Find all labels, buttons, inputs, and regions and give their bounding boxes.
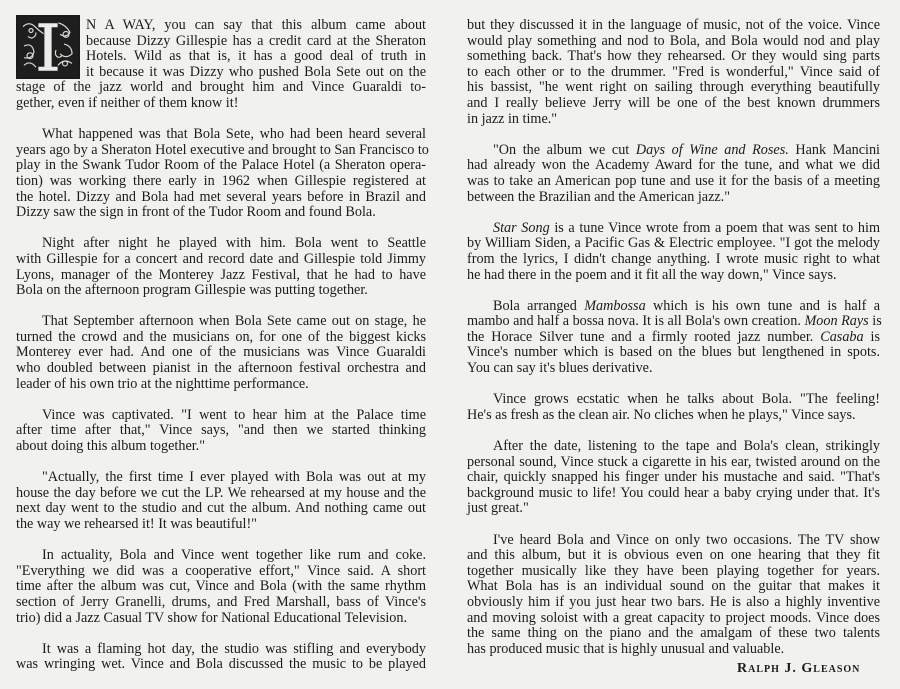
text-line: background music to life! You could hear a baby crying under that. It's [467,484,880,501]
text-segment: is [868,313,882,330]
text-line: had already won the Academy Award for the tune, and what we did [467,157,880,174]
text-line: What happened was that Bola Sete, who had been heard several [42,126,426,143]
text-line: N A WAY, you can say that this album came about [86,17,426,33]
right-column [467,18,880,673]
text-line [467,299,880,315]
text-line: in jazz in time." [467,110,558,127]
text-segment: the Horace Silver tune and a firmly rooted jazz number. [467,328,821,345]
text-line: trio) did a Jazz Casual TV show for National Educational Television. [16,609,408,626]
text-line: the hotel. Dizzy and Bola had met several years before in Brazil and [16,188,426,205]
paragraph [467,439,880,517]
text-line: house the day before we cut the LP. We rehearsed at my house and the [16,484,426,501]
text-line: who doubled between pianist in the afternoon festival orchestra and [16,360,426,377]
text-line: stage of the jazz world and brought him and Vince Guaraldi to- [16,79,426,96]
paragraph [16,642,426,673]
paragraph [467,221,880,283]
text-line: He's as fresh as the clean air. No cliches when he plays," Vince says. [467,406,856,423]
text-line: from the lyrics, I didn't change anything. I wrote music right to what [467,250,880,267]
text-line: You can say it's blues derivative. [467,360,653,377]
text-line: between the Brazilian and the American jazz." [467,188,731,205]
text-line: and I really believe Jerry will be one of the best known drummers [467,94,880,111]
text-segment: "On the album we cut [493,141,636,158]
text-line: his bassist, "he went right on sailing through everything beautifully [467,79,880,96]
author-signature: Ralph J. Gleason [737,661,861,676]
text-line: has produced music that is highly unusual and valuable. [467,640,785,657]
text-line: the same thing on the piano and the amalgam of these two talents [467,625,880,642]
paragraph [467,299,880,377]
paragraph [16,126,429,221]
song-title-italic: Days of Wine and Roses. [635,141,789,158]
text-line: was to take an American pop tune and use it for the basis of a meeting [467,172,880,189]
text-line: Monterey ever had. And one of the musicians was Vince Guaraldi [16,344,426,361]
paragraph [16,548,426,626]
text-segment: Bola arranged [493,297,585,314]
decorative-drop-cap-initial [16,15,80,79]
paragraph [16,470,426,532]
text-line: In actuality, Bola and Vince went together like rum and coke. [42,547,426,564]
text-line: Dizzy saw the sign in front of the Tudor Room and found Bola. [16,204,376,221]
text-line: was wringing wet. Vince and Bola discussed the music to be played [16,656,426,673]
text-line: Bola on the afternoon program Gillespie was putting together. [16,282,368,299]
song-title-italic: Casaba [820,328,864,345]
text-line: just great." [467,500,529,517]
text-line: turned the crowd and the musicians on, for one of the biggest kicks [16,328,426,345]
text-line: I've heard Bola and Vince on only two occasions. The TV show [493,531,880,548]
text-line: Lyons, manager of the Monterey Jazz Festival, that he had to have [16,266,426,283]
text-line: What Bola has is an individual sound on the guitar that makes it [467,578,880,595]
paragraph [467,143,880,205]
paragraph [467,18,880,127]
text-line: because Dizzy Gillespie has a credit card at the Sheraton [86,32,426,49]
text-line: section of Jerry Granelli, drums, and Fred Marshall, bass of Vince's [16,593,426,610]
song-title-italic: Mambossa [584,297,646,314]
text-line: gether, even if neither of them know it! [16,94,239,111]
text-line: to each other or to the drummer. "Fred is wonderful," Vince said of [467,63,880,80]
text-line: Vince's number which is based on the blues but lengthened in spots. [467,344,880,361]
text-line: after time after that," Vince says, "and then we started thinking [16,422,426,439]
paragraph [16,236,426,298]
text-line: After the date, listening to the tape and Bola's clean, strikingly [493,438,880,455]
text-line: next day went to the studio and cut the album. And nothing came out [16,500,426,517]
text-line: with Gillespie for a concert and record date and Gillespie told Jimmy [16,250,426,267]
song-title-italic: Star Song [493,219,550,236]
text-line: leader of his own trio at the nighttime performance. [16,375,309,392]
text-line: chair, quickly snapped his finger under his mustache and said. "That's [467,469,880,486]
text-line: about doing this album together." [16,438,206,455]
text-line: time after the album was cut, Vince and Bola (with the same rhythm [16,578,426,595]
text-line: and this album, but it is obvious even on one hearing that they fit [467,547,880,564]
text-segment: mambo and half a bossa nova. It is all Bola's own creation. [467,313,805,330]
text-segment: is a tune Vince wrote from a poem that was sent to him [549,219,880,236]
text-line: together musically like they have been playing together for years. [467,562,880,579]
text-line: tion) was working there early in 1962 when Gillespie registered at [16,172,426,189]
text-line: would play something and nod to Bola, and Bola would nod and play [467,32,880,49]
text-line: obviously him if you just hear two bars. He is also a highly inventive [467,593,880,610]
text-line: Night after night he played with him. Bola went to Seattle [42,235,426,252]
text-line: something back. That's how they rehearsed. Or they would sing parts [467,48,880,65]
text-line: by William Siden, a Pacific Gas & Electric employee. "I got the melody [467,235,880,252]
text-line: Vince grows ecstatic when he talks about Bola. "The feeling! [493,391,880,408]
text-line: but they discussed it in the language of music, not of the voice. Vince [467,17,880,33]
text-segment: is [863,328,880,345]
text-line: It was a flaming hot day, the studio was stifling and everybody [42,640,426,657]
song-title-italic: Moon Rays [804,313,869,330]
text-line: That September afternoon when Bola Sete came out on stage, he [42,313,426,330]
left-column [16,17,429,689]
text-line [467,314,880,330]
paragraph [16,314,426,392]
text-segment: Hank Mancini [788,141,880,158]
text-line: personal sound, Vince stuck a cigarette in his ear, twisted around on the [467,453,880,470]
ornament-icon [18,17,78,77]
text-line: Vince was captivated. "I went to hear him at the Palace time [42,406,426,423]
text-line: "Everything we did was a cooperative effort," Vince said. A short [16,562,426,579]
paragraph [467,533,880,658]
text-line: it because it was Dizzy who pushed Bola Sete out on the [86,63,426,80]
text-segment: which is his own tune and is half a [645,297,880,314]
text-line: "Actually, the first time I ever played with Bola was out at my [42,469,426,486]
text-line: years ago by a Sheraton Hotel executive and brought to San Francisco to [16,141,429,158]
text-line: play in the Swank Tudor Room of the Palace Hotel (a Sheraton opera- [16,157,426,174]
paragraph [16,408,426,455]
text-line: Hotels. Wild as that is, it has a good deal of truth in [86,48,426,65]
paragraph [467,392,880,423]
text-line: the way we rehearsed it! It was beautiful!" [16,516,257,532]
text-line [467,143,880,159]
text-line [467,330,880,346]
text-line: and moving soloist with a great capacity to project moods. Vince does [467,609,880,626]
text-line [467,221,880,237]
text-line: he had there in the poem and it fit all the way down," Vince says. [467,266,837,283]
